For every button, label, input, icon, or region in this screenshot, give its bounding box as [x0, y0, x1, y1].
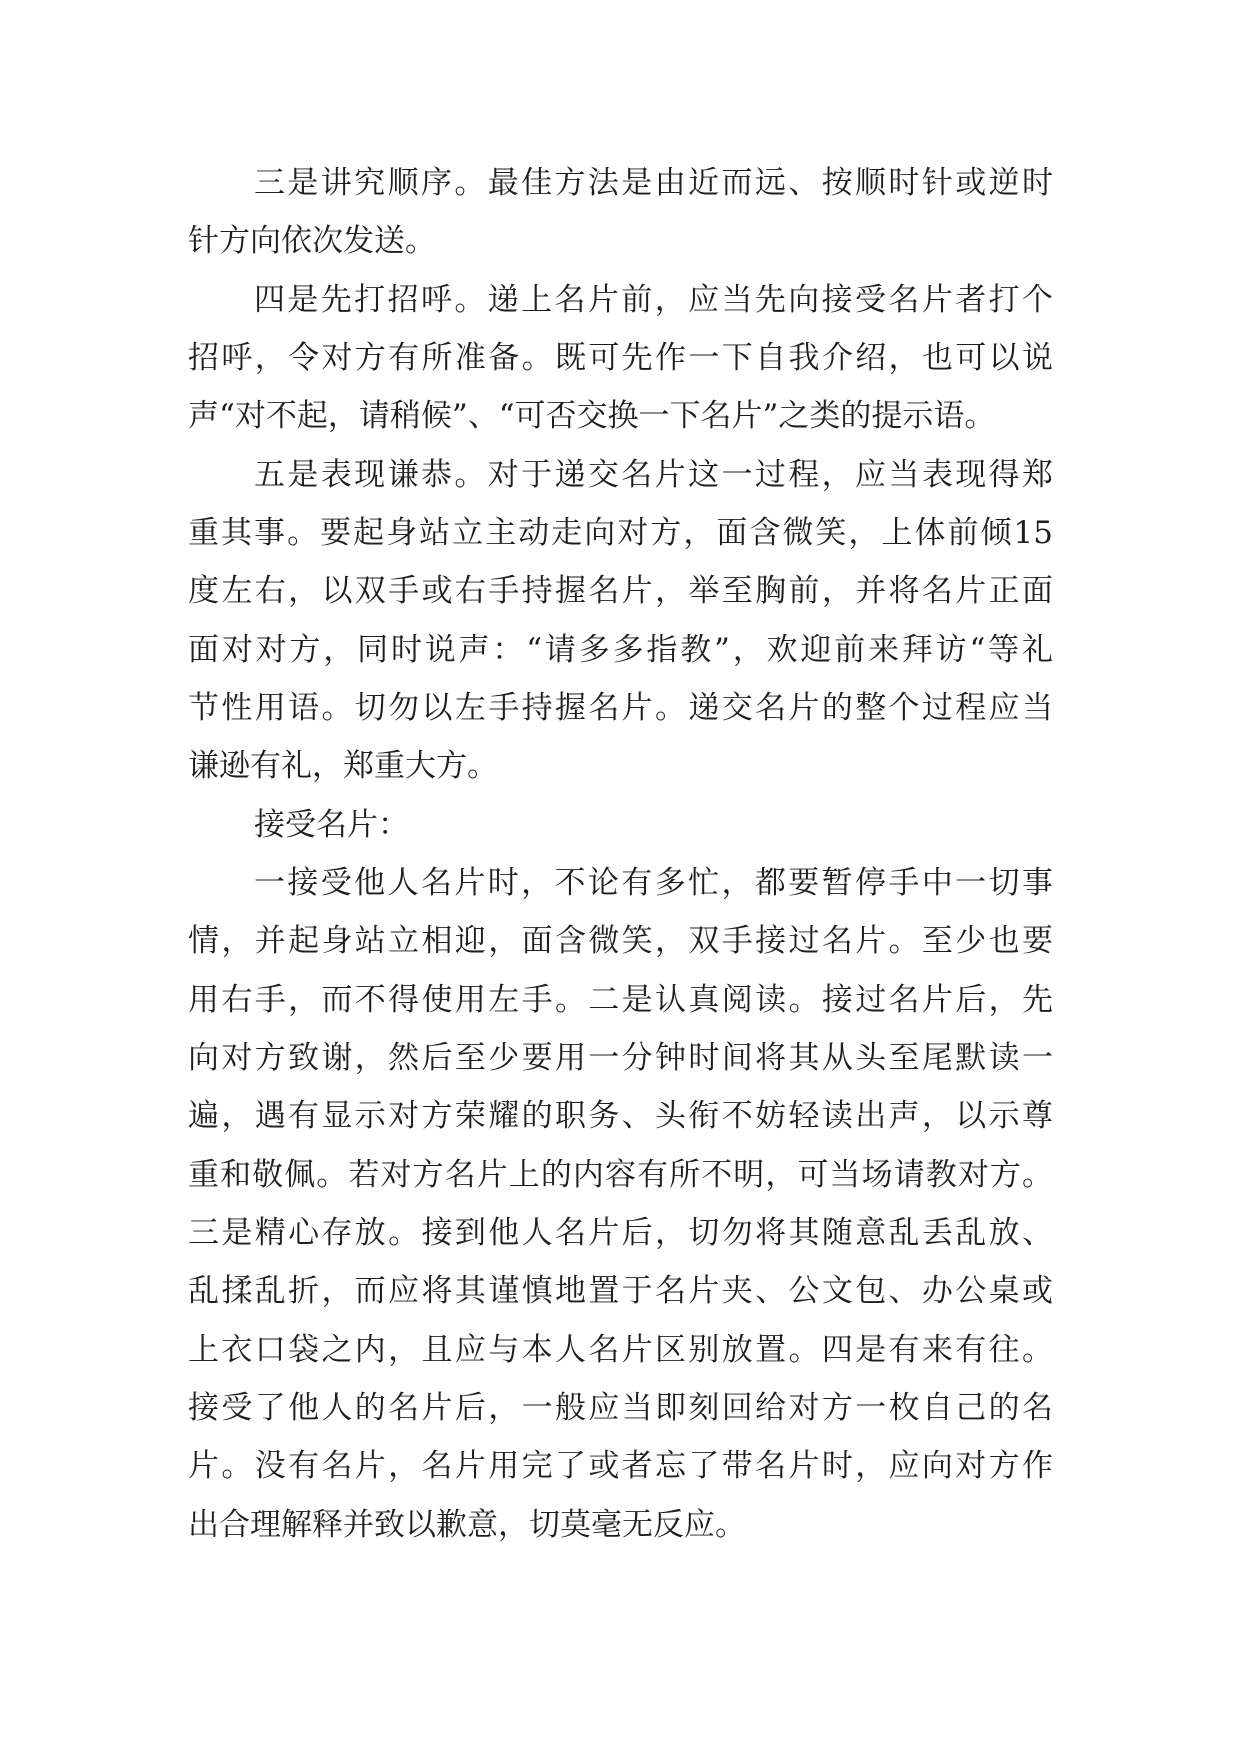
text-line: 重其事。要起身站立主动走向对方，面含微笑，上体前倾15	[188, 514, 1053, 551]
text-line: 声“对不起，请稍候”、“可否交换一下名片”之类的提示语。	[188, 398, 996, 435]
text-line: 用右手，而不得使用左手。二是认真阅读。接过名片后，先	[188, 981, 1053, 1018]
text-line: 五是表现谦恭。对于递交名片这一过程，应当表现得郑	[254, 456, 1053, 493]
text-line: 针方向依次发送。	[188, 223, 436, 260]
paragraph-receiving	[188, 854, 1053, 1554]
text-line: 向对方致谢，然后至少要用一分钟时间将其从头至尾默读一	[188, 1039, 1053, 1076]
text-line: 乱揉乱折，而应将其谨慎地置于名片夹、公文包、办公桌或	[188, 1273, 1053, 1310]
text-line: 重和敬佩。若对方名片上的内容有所不明，可当场请教对方。	[188, 1156, 1053, 1193]
text-line: 谦逊有礼，郑重大方。	[188, 748, 498, 785]
text-line: 出合理解释并致以歉意，切莫毫无反应。	[188, 1506, 746, 1543]
text-line: 招呼，令对方有所准备。既可先作一下自我介绍，也可以说	[188, 339, 1053, 376]
paragraph-order	[188, 154, 1053, 271]
heading-line: 接受名片：	[254, 806, 409, 843]
text-line: 度左右，以双手或右手持握名片，举至胸前，并将名片正面	[188, 573, 1053, 610]
text-line: 三是精心存放。接到他人名片后，切勿将其随意乱丢乱放、	[188, 1214, 1053, 1251]
section-heading-receiving-cards	[188, 796, 1053, 854]
text-line: 三是讲究顺序。最佳方法是由近而远、按顺时针或逆时	[254, 165, 1053, 201]
text-line: 接受了他人的名片后，一般应当即刻回给对方一枚自己的名	[188, 1389, 1053, 1426]
text-line: 遍，遇有显示对方荣耀的职务、头衔不妨轻读出声，以示尊	[188, 1098, 1053, 1135]
document-body	[188, 154, 1053, 1554]
paragraph-greeting	[188, 271, 1053, 446]
text-line: 面对对方，同时说声：“请多多指教”，欢迎前来拜访“等礼	[188, 631, 1053, 668]
paragraph-modesty	[188, 446, 1053, 796]
text-line: 片。没有名片，名片用完了或者忘了带名片时，应向对方作	[188, 1448, 1053, 1485]
text-line: 上衣口袋之内，且应与本人名片区别放置。四是有来有往。	[188, 1331, 1053, 1368]
text-line: 四是先打招呼。递上名片前，应当先向接受名片者打个	[254, 281, 1053, 318]
text-line: 一接受他人名片时，不论有多忙，都要暂停手中一切事	[254, 864, 1053, 901]
text-line: 情，并起身站立相迎，面含微笑，双手接过名片。至少也要	[188, 923, 1053, 960]
text-line: 节性用语。切勿以左手持握名片。递交名片的整个过程应当	[188, 689, 1053, 726]
